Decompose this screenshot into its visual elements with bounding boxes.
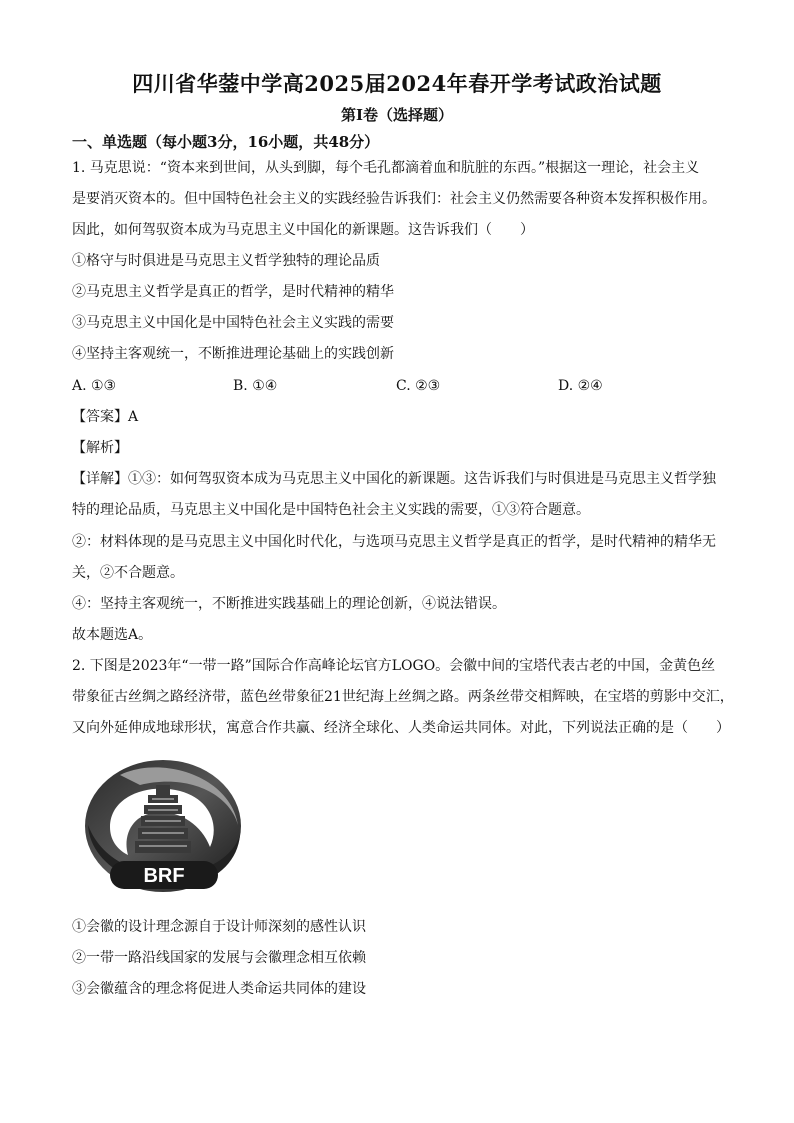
section-heading: 一、单选题（每小题3分，16小题，共48分）	[72, 133, 380, 151]
q1-stem-line: 1. 马克思说：“资本来到世间，从头到脚，每个毛孔都滴着血和肮脏的东西。”根据这一理论，社会主义	[72, 160, 700, 176]
q2-item: ①会徽的设计理念源自于设计师深刻的感性认识	[72, 919, 366, 935]
q2-stem-line: 又向外延伸成地球形状，寓意合作共赢、经济全球化、人类命运共同体。对此，下列说法正确的是（ ）	[72, 720, 730, 736]
brf-logo	[80, 755, 246, 897]
logo-text: BRF	[143, 865, 185, 887]
q1-detail-line: ④：坚持主客观统一，不断推进实践基础上的理论创新，④说法错误。	[72, 596, 506, 612]
page-title: 四川省华蓥中学高2025届2024年春开学考试政治试题	[132, 71, 662, 96]
q2-stem-line: 带象征古丝绸之路经济带，蓝色丝带象征21世纪海上丝绸之路。两条丝带交相辉映，在宝塔的剪影中交汇，	[72, 689, 734, 705]
q1-item: ①格守与时俱进是马克思主义哲学独特的理论品质	[72, 253, 380, 269]
q2-item: ③会徽蕴含的理念将促进人类命运共同体的建设	[72, 981, 366, 997]
q1-detail-line: 关，②不合题意。	[72, 565, 184, 581]
q1-option-a: A. ①③	[72, 378, 117, 394]
q1-detail-line: ②：材料体现的是马克思主义中国化时代化，与选项马克思主义哲学是真正的哲学，是时代精神的精华无	[72, 534, 716, 550]
q1-option-b: B. ①④	[233, 378, 278, 394]
q1-answer: 【答案】A	[72, 409, 139, 425]
q1-item: ③马克思主义中国化是中国特色社会主义实践的需要	[72, 315, 394, 331]
q1-analysis-label: 【解析】	[72, 440, 128, 456]
q2-stem-line: 2. 下图是2023年“一带一路”国际合作高峰论坛官方LOGO。会徽中间的宝塔代表古老的中国，金黄色丝	[72, 658, 716, 674]
q1-option-c: C. ②③	[396, 378, 441, 394]
q1-item: ②马克思主义哲学是真正的哲学，是时代精神的精华	[72, 284, 394, 300]
q1-stem-line: 是要消灭资本的。但中国特色社会主义的实践经验告诉我们：社会主义仍然需要各种资本发挥积极作用。	[72, 191, 716, 207]
q1-detail-line: 特的理论品质，马克思主义中国化是中国特色社会主义实践的需要，①③符合题意。	[72, 502, 590, 518]
q1-stem-line: 因此，如何驾驭资本成为马克思主义中国化的新课题。这告诉我们（ ）	[72, 222, 534, 238]
q1-item: ④坚持主客观统一，不断推进理论基础上的实践创新	[72, 346, 394, 362]
q1-detail-line: 故本题选A。	[72, 627, 153, 643]
q1-option-d: D. ②④	[558, 378, 603, 394]
page-subtitle: 第Ⅰ卷（选择题）	[340, 106, 454, 124]
q2-item: ②一带一路沿线国家的发展与会徽理念相互依赖	[72, 950, 366, 966]
q1-detail-line: 【详解】①③：如何驾驭资本成为马克思主义中国化的新课题。这告诉我们与时俱进是马克思主义哲学独	[72, 471, 716, 487]
